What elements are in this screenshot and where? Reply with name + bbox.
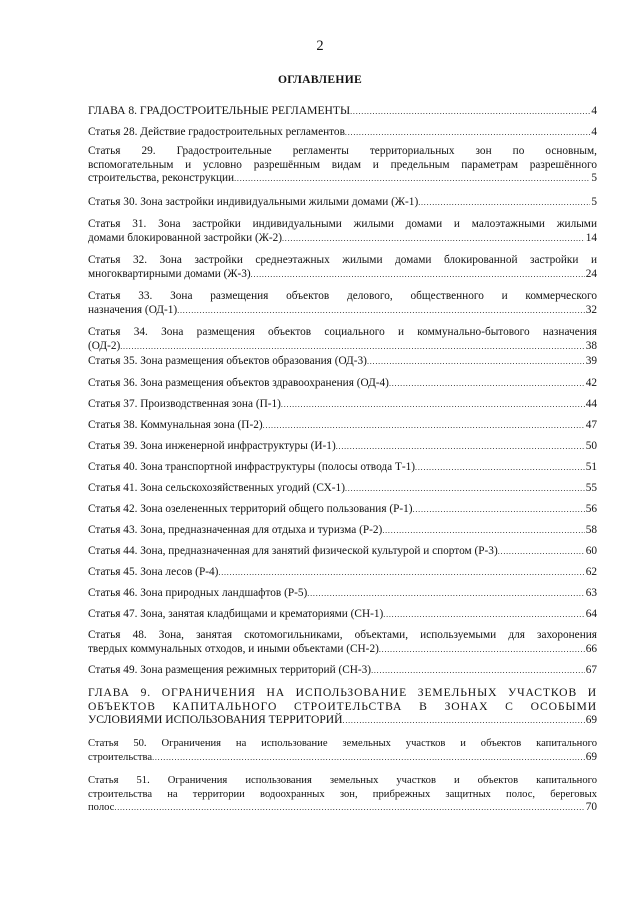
toc-entry-title: твердых коммунальных отходов, и иными объектами (СН-2): [88, 642, 379, 655]
dot-leader: [218, 566, 584, 580]
toc-entry-title: Статья 30. Зона застройки индивидуальными жилыми домами (Ж-1): [88, 196, 419, 208]
toc-page-number: 4: [591, 126, 597, 138]
toc-entry[interactable]: [88, 377, 597, 391]
toc-entry-title: Статья 40. Зона транспортной инфраструктуры (полосы отвода Т-1): [88, 461, 416, 473]
toc-entry-line: ОБЪЕКТОВ КАПИТАЛЬНОГО СТРОИТЕЛЬСТВА В ЗОНАХ С ОСОБЫМИ: [88, 699, 597, 713]
dot-leader: [281, 398, 585, 412]
dot-leader: [336, 440, 585, 454]
dot-leader: [282, 232, 585, 246]
toc-entry[interactable]: [88, 419, 597, 433]
toc-entry-title: Статья 47. Зона, занятая кладбищами и крематориями (СН-1): [88, 608, 384, 620]
dot-leader: [114, 801, 584, 815]
toc-page-number: 14: [585, 231, 597, 244]
dot-leader: [343, 714, 585, 728]
toc-entry-title: Статья 41. Зона сельскохозяйственных угодий (СХ-1): [88, 482, 345, 494]
toc-page-number: 69: [585, 714, 597, 727]
toc-title: ОГЛАВЛЕНИЕ: [277, 73, 363, 86]
dot-leader: [379, 643, 585, 657]
toc-entry[interactable]: [88, 587, 597, 601]
toc-entry-line: Статья 32. Зона застройки среднеэтажных жилыми домами блокированной застройки и: [88, 254, 597, 266]
dot-leader: [120, 340, 584, 354]
toc-entry-title: полос: [88, 802, 115, 814]
toc-entry-line: Статья 34. Зона размещения объектов социального и коммунально-бытового назначения: [88, 326, 597, 338]
toc-entry[interactable]: [88, 664, 597, 678]
toc-entry[interactable]: [88, 440, 597, 454]
toc-entry-line: вспомогательным и условно разрешённым видам и предельным параметрам разрешённого: [88, 158, 597, 171]
toc-page-number: 51: [585, 461, 597, 473]
toc-page-number: 42: [585, 377, 597, 389]
dot-leader: [177, 304, 585, 318]
toc-entry-title: Статья 45. Зона лесов (Р-4): [88, 566, 219, 578]
toc-entry-title: Статья 36. Зона размещения объектов здравоохранения (ОД-4): [88, 377, 389, 389]
toc-chapter-entry[interactable]: [88, 104, 597, 119]
toc-page-number: 69: [585, 750, 597, 763]
toc-entry-line: Статья 33. Зона размещения объектов делового, общественного и коммерческого: [88, 290, 597, 302]
toc-page-number: 56: [585, 503, 597, 515]
toc-chapter-entry[interactable]: [88, 686, 597, 728]
toc-entry-title: назначения (ОД-1): [88, 303, 178, 316]
toc-entry-title: (ОД-2): [88, 339, 121, 352]
dot-leader: [383, 608, 584, 622]
toc-page-number: 4: [591, 105, 597, 117]
toc-entry[interactable]: [88, 608, 597, 622]
toc-entry[interactable]: [88, 482, 597, 496]
dot-leader: [251, 268, 585, 282]
toc-page-number: 44: [585, 398, 597, 410]
dot-leader: [263, 419, 585, 433]
toc-entry[interactable]: [88, 290, 597, 317]
dot-leader: [350, 105, 590, 119]
toc-entry-title: Статья 42. Зона озелененных территорий общего пользования (Р-1): [88, 503, 413, 515]
dot-leader: [389, 377, 585, 391]
toc-page-number: 62: [585, 566, 597, 578]
toc-entry-title: строительства, реконструкции: [88, 172, 235, 185]
toc-page-number: 47: [585, 419, 597, 431]
toc-entry-line: Статья 50. Ограничения на использование земельных участков и объектов капитального: [88, 738, 597, 749]
dot-leader: [498, 545, 585, 559]
dot-leader: [345, 126, 590, 140]
toc-entry-title: Статья 49. Зона размещения режимных территорий (СН-3): [88, 664, 372, 676]
toc-entry-title: Статья 46. Зона природных ландшафтов (Р-5): [88, 587, 308, 599]
toc-page-number: 58: [585, 524, 597, 536]
dot-leader: [415, 461, 585, 475]
toc-entry[interactable]: [88, 254, 597, 281]
page-number: 2: [316, 38, 324, 54]
toc-entry[interactable]: [88, 566, 597, 580]
toc-entry-title: Статья 39. Зона инженерной инфраструктуры (И-1): [88, 440, 336, 452]
toc-entry-title: Статья 35. Зона размещения объектов образования (ОД-3): [88, 355, 367, 367]
toc-entry-line: Статья 29. Градостроительные регламенты территориальных зон по основным,: [88, 145, 597, 157]
dot-leader: [307, 587, 584, 601]
toc-entry[interactable]: [88, 524, 597, 538]
toc-entry-line: Статья 48. Зона, занятая скотомогильниками, объектами, используемыми для захоронения: [88, 629, 597, 641]
toc-page-number: 5: [591, 196, 597, 208]
toc-entry-line: Статья 31. Зона застройки индивидуальными жилыми домами и малоэтажными жилыми: [88, 218, 597, 230]
toc-entry-title: многоквартирными домами (Ж-3): [88, 267, 251, 280]
toc-entry-title: домами блокированной застройки (Ж-2): [88, 231, 282, 244]
toc-entry[interactable]: [88, 737, 597, 764]
dot-leader: [418, 196, 590, 210]
toc-entry-title: Статья 37. Производственная зона (П-1): [88, 398, 281, 410]
toc-page-number: 63: [585, 587, 597, 599]
toc-entry[interactable]: [88, 145, 597, 186]
toc-page-number: 24: [585, 267, 597, 280]
toc-entry[interactable]: [88, 629, 597, 656]
toc-page-number: 39: [585, 355, 597, 367]
dot-leader: [152, 751, 585, 765]
toc-entry[interactable]: [88, 196, 597, 210]
toc-entry[interactable]: [88, 355, 597, 369]
toc-entry-title: Статья 44. Зона, предназначенная для занятий физической культурой и спортом (Р-3): [88, 545, 498, 557]
toc-entry-title: Статья 43. Зона, предназначенная для отдыха и туризма (Р-2): [88, 524, 383, 536]
toc-entry-title: УСЛОВИЯМИ ИСПОЛЬЗОВАНИЯ ТЕРРИТОРИЙ: [88, 713, 343, 727]
toc-page-number: 32: [585, 303, 597, 316]
toc-page-number: 64: [585, 608, 597, 620]
toc-entry-line: Статья 51. Ограничения использования земельных участков и объектов капитального: [88, 775, 597, 786]
dot-leader: [371, 664, 585, 678]
toc-entry[interactable]: [88, 218, 597, 245]
toc-page-number: 67: [585, 664, 597, 676]
toc-page-number: 55: [585, 482, 597, 494]
toc-entry[interactable]: [88, 503, 597, 517]
toc-entry[interactable]: [88, 398, 597, 412]
toc-entry-title: строительства: [88, 751, 153, 763]
toc-page-number: 66: [585, 642, 597, 655]
dot-leader: [234, 172, 590, 186]
toc-entry[interactable]: [88, 326, 597, 353]
toc-page-number: 60: [585, 545, 597, 557]
toc-entry[interactable]: [88, 461, 597, 475]
dot-leader: [413, 503, 585, 517]
toc-entry[interactable]: [88, 774, 597, 815]
toc-entry[interactable]: [88, 126, 597, 140]
dot-leader: [382, 524, 584, 538]
toc-page-number: 70: [585, 801, 597, 814]
toc-entry[interactable]: [88, 545, 597, 559]
toc-page-number: 38: [585, 339, 597, 352]
toc-entry-title: Статья 28. Действие градостроительных регламентов: [88, 126, 345, 138]
toc-entry-line: строительства на территории водоохранных зон, прибрежных защитных полос, береговых: [88, 788, 597, 800]
dot-leader: [367, 355, 585, 369]
toc-entry-line: ГЛАВА 9. ОГРАНИЧЕНИЯ НА ИСПОЛЬЗОВАНИЕ ЗЕМЕЛЬНЫХ УЧАСТКОВ И: [88, 686, 597, 699]
toc-entry-title: ГЛАВА 8. ГРАДОСТРОИТЕЛЬНЫЕ РЕГЛАМЕНТЫ: [88, 104, 351, 117]
dot-leader: [345, 482, 585, 496]
toc-page-number: 5: [591, 172, 597, 185]
toc-page-number: 50: [585, 440, 597, 452]
toc-entry-title: Статья 38. Коммунальная зона (П-2): [88, 419, 263, 431]
